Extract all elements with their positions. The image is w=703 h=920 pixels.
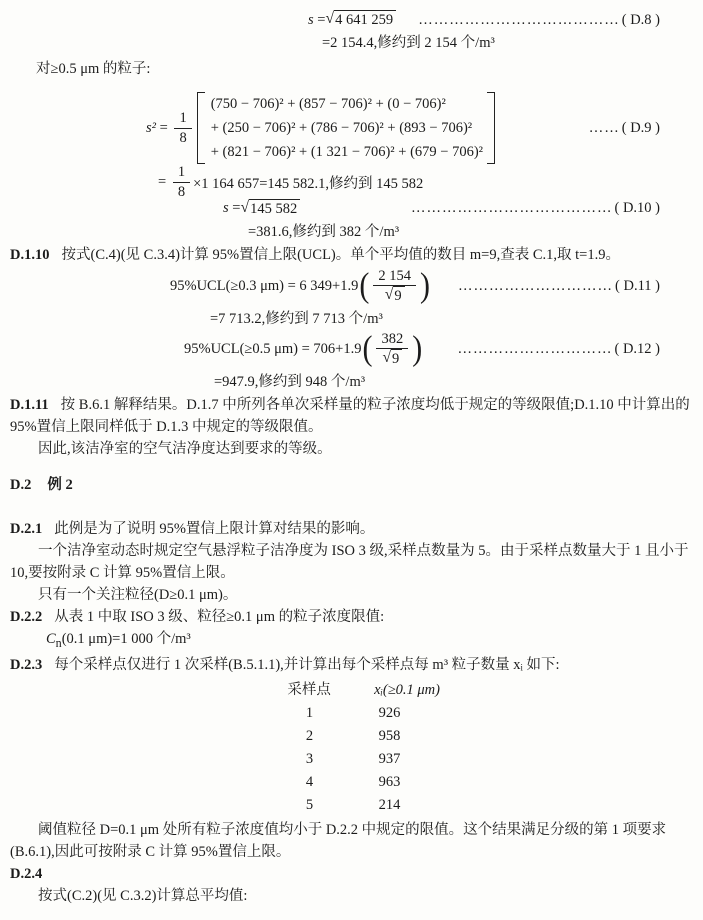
section-d21 <box>10 518 691 540</box>
cell-point: 2 <box>305 727 314 744</box>
dotted-leader: …… <box>588 119 620 136</box>
eq-d9-variable: s² <box>146 119 156 136</box>
sampling-points-table <box>282 679 442 817</box>
cell-point: 3 <box>305 750 314 767</box>
radical-sign: √ <box>325 10 335 28</box>
radical-sign: √ <box>382 349 392 366</box>
eq-d10-number: ( D.10 ) <box>614 200 660 216</box>
limit-subscript: n <box>55 635 62 650</box>
cell-count: 214 <box>378 796 401 813</box>
dotted-leader: ………………………… <box>458 277 614 294</box>
cell-point: 5 <box>305 796 314 813</box>
eq-d9-result-pre: = <box>158 173 170 190</box>
eq-d9-tag <box>589 120 660 137</box>
dotted-leader: ………………………… <box>457 340 613 357</box>
equation-d8-result <box>322 30 691 53</box>
eq-d9-relation: = <box>156 119 172 136</box>
section-number: D.2.4 <box>10 865 43 882</box>
section-text: 此例是为了说明 95%置信上限计算对结果的影响。 <box>54 521 375 537</box>
section-d23 <box>10 654 691 676</box>
paragraph-d21b: 一个洁净室动态时规定空气悬浮粒子洁净度为 ISO 3 级,采样点数量为 5。由于采样点数量大于 1 且小于 10,要按附录 C 计算 95%置信上限。 <box>10 543 689 581</box>
eq-d8-variable: s <box>308 11 314 28</box>
eq-d10-variable: s <box>223 200 229 216</box>
paragraph-d21c: 只有一个关注粒径(D≥0.1 μm)。 <box>38 587 238 603</box>
table-row <box>282 725 442 748</box>
sqrt-expression <box>325 10 396 29</box>
eq-d9-number: ( D.9 ) <box>621 119 660 136</box>
eq-d11-fraction <box>373 267 416 305</box>
table-row <box>282 748 442 771</box>
dotted-leader: ………………………………… <box>418 11 620 28</box>
equation-d11 <box>170 266 691 306</box>
eq-d9-row-2: + (250 − 706)² + (786 − 706)² + (893 − 706)² <box>210 120 473 136</box>
section-number: D.1.10 <box>10 247 50 263</box>
right-paren: ) <box>419 266 430 305</box>
eq-d12-fraction <box>376 330 408 368</box>
eq-d12-lhs: 95%UCL(≥0.5 μm) = 706+1.9 <box>184 340 362 357</box>
section-number: D.2 <box>10 477 32 493</box>
paragraph-particles-05: 对≥0.5 μm 的粒子: <box>36 61 151 77</box>
concentration-limit-line <box>10 628 691 654</box>
fraction-numerator: 382 <box>376 330 408 349</box>
right-bracket-shape <box>487 92 495 164</box>
eq-d8-result-text: =2 154.4,修约到 2 154 个/m³ <box>322 35 495 51</box>
dotted-leader: ………………………………… <box>410 200 613 216</box>
section-number: D.2.2 <box>10 609 43 625</box>
limit-variable: C <box>46 631 56 647</box>
fraction-numerator: 1 <box>173 163 190 182</box>
fraction-denominator: 8 <box>179 129 187 146</box>
fraction-denominator <box>380 349 404 368</box>
fraction-numerator: 1 <box>174 109 191 128</box>
eq-d11-den-radicand: 9 <box>393 286 404 305</box>
eq-d10-tag <box>411 200 660 217</box>
equation-d12-result <box>214 369 691 392</box>
eq-d8-relation: = <box>313 11 326 28</box>
section-d111 <box>10 394 691 438</box>
equation-d11-result <box>210 306 691 329</box>
section-text: 按 B.6.1 解释结果。D.1.7 中所列各单次采样量的粒子浓度均低于规定的等级限值;D.1.10 中计算出的 95%置信上限同样低于 D.1.3 中规定的等级限值。 <box>10 397 690 435</box>
fraction-numerator: 2 154 <box>373 267 416 286</box>
section-text: 从表 1 中取 ISO 3 级、粒径≥0.1 μm 的粒子浓度限值: <box>54 609 385 625</box>
section-number: D.1.11 <box>10 397 49 413</box>
left-paren: ( <box>362 329 373 368</box>
section-d110 <box>10 244 691 266</box>
eq-d10-result-text: =381.6,修约到 382 个/m³ <box>248 224 400 240</box>
eq-d10-radicand: 145 582 <box>249 199 300 218</box>
heading-d2 <box>10 474 691 498</box>
sqrt-expression <box>240 199 300 218</box>
fraction-one-eighth <box>173 163 190 200</box>
eq-d8-tag <box>418 12 660 29</box>
eq-d11-result-text: =7 713.2,修约到 7 713 个/m³ <box>210 311 383 327</box>
paragraph-d24: 按式(C.2)(见 C.3.2)计算总平均值: <box>38 887 248 904</box>
eq-d12-den-radicand: 9 <box>391 349 402 368</box>
eq-d12-result-text: =947.9,修约到 948 个/m³ <box>214 374 366 390</box>
eq-d12-tag <box>457 341 660 358</box>
col-header-xi: xᵢ(≥0.1 μm) <box>374 681 440 698</box>
cell-count: 926 <box>378 704 401 721</box>
paragraph-threshold: 阈值粒径 D=0.1 μm 处所有粒子浓度值均小于 D.2.2 中规定的限值。这个结果满足分级的第 1 项要求(B.6.1),因此可按附录 C 计算 95%置信上限。 <box>10 821 667 860</box>
eq-d9-row-3: + (821 − 706)² + (1 321 − 706)² + (679 − 706)² <box>210 144 484 160</box>
eq-d8-number: ( D.8 ) <box>621 11 660 28</box>
equation-d12 <box>184 329 691 369</box>
cell-count: 963 <box>378 773 401 790</box>
left-paren: ( <box>359 266 370 305</box>
equation-d8 <box>308 10 691 30</box>
section-number: D.2.3 <box>10 656 43 673</box>
fraction-denominator: 8 <box>177 183 186 200</box>
cell-point: 4 <box>305 773 314 790</box>
eq-d11-lhs: 95%UCL(≥0.3 μm) = 6 349+1.9 <box>170 277 359 294</box>
eq-d9-row-1: (750 − 706)² + (857 − 706)² + (0 − 706)² <box>210 96 446 112</box>
left-bracket-shape <box>197 92 205 164</box>
cell-point: 1 <box>305 704 314 721</box>
section-title: 例 2 <box>47 477 73 493</box>
limit-value: (0.1 μm)=1 000 个/m³ <box>61 631 191 647</box>
eq-d11-number: ( D.11 ) <box>615 277 660 294</box>
table-header-row <box>282 679 442 702</box>
equation-d9-result <box>158 164 691 200</box>
right-paren: ) <box>412 329 423 368</box>
eq-d11-tag <box>458 278 660 295</box>
equation-d10-result <box>248 219 691 242</box>
fraction-denominator <box>383 286 407 305</box>
eq-d9-result-post: ×1 164 657=145 582.1,修约到 145 582 <box>193 175 424 192</box>
fraction-one-eighth <box>174 109 191 146</box>
radical-sign: √ <box>384 286 394 303</box>
table-row <box>282 771 442 794</box>
eq-d12-number: ( D.12 ) <box>614 340 660 357</box>
table-row <box>282 702 442 725</box>
section-d22 <box>10 606 691 628</box>
section-text: 按式(C.4)(见 C.3.4)计算 95%置信上限(UCL)。单个平均值的数目 m=9,查表 C.1,取 t=1.9。 <box>61 247 620 263</box>
table-row <box>282 794 442 817</box>
cell-count: 958 <box>378 727 401 744</box>
cell-count: 937 <box>378 750 401 767</box>
section-number: D.2.1 <box>10 521 43 537</box>
paragraph-conclusion: 因此,该洁净室的空气洁净度达到要求的等级。 <box>38 441 332 457</box>
section-text: 每个采样点仅进行 1 次采样(B.5.1.1),并计算出每个采样点每 m³ 粒子数量 xᵢ 如下: <box>54 656 560 673</box>
col-header-sampling-point: 采样点 <box>287 681 331 698</box>
eq-d10-relation: = <box>228 200 241 216</box>
section-d24 <box>10 863 691 885</box>
eq-d8-radicand: 4 641 259 <box>334 10 396 29</box>
eq-d9-sum-rows <box>211 92 483 164</box>
radical-sign: √ <box>240 198 250 216</box>
equation-d10 <box>223 198 691 219</box>
equation-d9 <box>146 92 691 164</box>
